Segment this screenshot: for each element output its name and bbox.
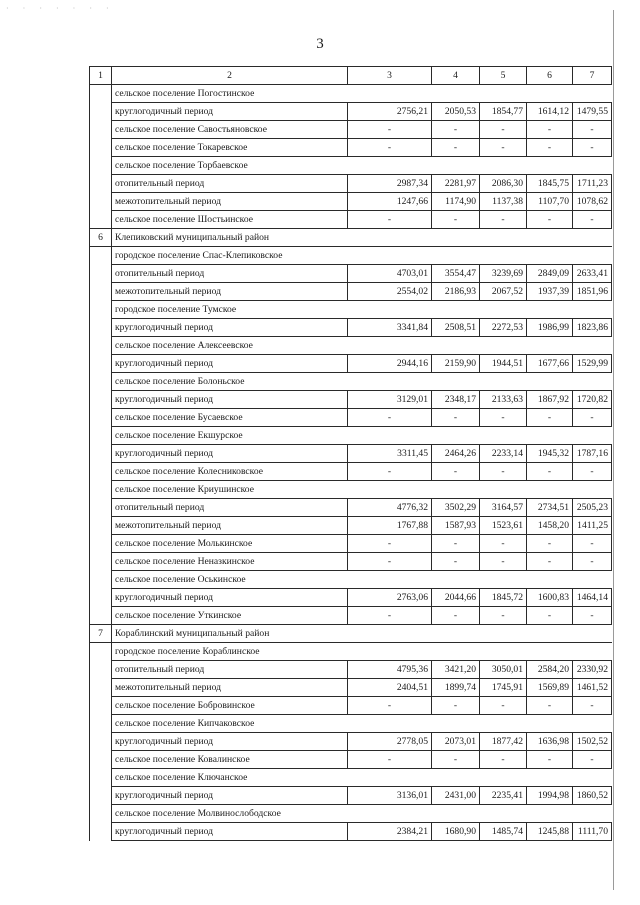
column-header: 1 xyxy=(90,67,112,85)
value-cell: 1745,91 xyxy=(480,679,527,697)
value-cell: - xyxy=(480,751,527,769)
value-cell: 3554,47 xyxy=(432,265,480,283)
value-cell: 2133,63 xyxy=(480,391,527,409)
value-cell: 2404,51 xyxy=(348,679,432,697)
period-label: межотопительный период xyxy=(112,679,348,697)
table-row xyxy=(90,553,612,571)
value-cell: 3164,57 xyxy=(480,499,527,517)
table-row xyxy=(90,463,612,481)
period-label: круглогодичный период xyxy=(112,733,348,751)
value-cell: 1247,66 xyxy=(348,193,432,211)
column-header: 3 xyxy=(348,67,432,85)
value-cell: 2734,51 xyxy=(527,499,573,517)
value-cell: 2944,16 xyxy=(348,355,432,373)
value-cell: 1986,99 xyxy=(527,319,573,337)
settlement-name: сельское поселение Савостьяновское xyxy=(112,121,348,139)
value-cell: - xyxy=(480,607,527,625)
value-cell: 1245,88 xyxy=(527,823,573,841)
value-cell: 1867,92 xyxy=(527,391,573,409)
table-row xyxy=(90,301,612,319)
row-number xyxy=(90,787,112,805)
value-cell: 3136,01 xyxy=(348,787,432,805)
row-number xyxy=(90,823,112,841)
row-number xyxy=(90,409,112,427)
row-number xyxy=(90,463,112,481)
row-number xyxy=(90,139,112,157)
value-cell: - xyxy=(432,697,480,715)
value-cell: - xyxy=(527,463,573,481)
row-number xyxy=(90,499,112,517)
table-row xyxy=(90,445,612,463)
value-cell: 2073,01 xyxy=(432,733,480,751)
value-cell: 1854,77 xyxy=(480,103,527,121)
value-cell: 1636,98 xyxy=(527,733,573,751)
settlement-name: сельское поселение Екшурское xyxy=(112,427,612,445)
row-number xyxy=(90,157,112,175)
value-cell: - xyxy=(480,139,527,157)
value-cell: 2505,23 xyxy=(573,499,612,517)
value-cell: 3239,69 xyxy=(480,265,527,283)
value-cell: 1523,61 xyxy=(480,517,527,535)
table-row xyxy=(90,211,612,229)
value-cell: 1937,39 xyxy=(527,283,573,301)
value-cell: 2330,92 xyxy=(573,661,612,679)
value-cell: - xyxy=(527,211,573,229)
row-number xyxy=(90,535,112,553)
table-row xyxy=(90,157,612,175)
row-number xyxy=(90,175,112,193)
value-cell: - xyxy=(573,607,612,625)
value-cell: 1464,14 xyxy=(573,589,612,607)
period-label: круглогодичный период xyxy=(112,823,348,841)
settlement-name: сельское поселение Ковалинское xyxy=(112,751,348,769)
row-number xyxy=(90,805,112,823)
table-row xyxy=(90,535,612,553)
value-cell: - xyxy=(480,121,527,139)
value-cell: 2464,26 xyxy=(432,445,480,463)
row-number xyxy=(90,427,112,445)
value-cell: - xyxy=(527,553,573,571)
value-cell: - xyxy=(527,535,573,553)
table-row xyxy=(90,373,612,391)
value-cell: 1111,70 xyxy=(573,823,612,841)
row-number xyxy=(90,553,112,571)
value-cell: 3311,45 xyxy=(348,445,432,463)
value-cell: - xyxy=(432,553,480,571)
table-row xyxy=(90,787,612,805)
row-number xyxy=(90,337,112,355)
period-label: отопительный период xyxy=(112,499,348,517)
settlement-name: сельское поселение Неназкинское xyxy=(112,553,348,571)
value-cell: - xyxy=(527,607,573,625)
value-cell: 2756,21 xyxy=(348,103,432,121)
period-label: отопительный период xyxy=(112,175,348,193)
table-row xyxy=(90,337,612,355)
period-label: круглогодичный период xyxy=(112,391,348,409)
table-row xyxy=(90,589,612,607)
value-cell: 1994,98 xyxy=(527,787,573,805)
value-cell: - xyxy=(480,697,527,715)
value-cell: 3421,20 xyxy=(432,661,480,679)
row-number xyxy=(90,265,112,283)
value-cell: - xyxy=(432,139,480,157)
row-number xyxy=(90,211,112,229)
value-cell: 1944,51 xyxy=(480,355,527,373)
table-row xyxy=(90,499,612,517)
value-cell: 3502,29 xyxy=(432,499,480,517)
table-row xyxy=(90,607,612,625)
settlement-name: сельское поселение Токаревское xyxy=(112,139,348,157)
value-cell: 2384,21 xyxy=(348,823,432,841)
value-cell: 1711,23 xyxy=(573,175,612,193)
table-row xyxy=(90,103,612,121)
settlement-name: сельское поселение Молвинослободское xyxy=(112,805,612,823)
value-cell: 2086,30 xyxy=(480,175,527,193)
value-cell: 1767,88 xyxy=(348,517,432,535)
settlement-name: сельское поселение Бусаевское xyxy=(112,409,348,427)
settlement-name: сельское поселение Шостьинское xyxy=(112,211,348,229)
row-number xyxy=(90,319,112,337)
row-number xyxy=(90,661,112,679)
row-number xyxy=(90,391,112,409)
row-number xyxy=(90,715,112,733)
row-number xyxy=(90,283,112,301)
table-row xyxy=(90,391,612,409)
row-number: 6 xyxy=(90,229,112,247)
value-cell: - xyxy=(480,409,527,427)
table-row xyxy=(90,517,612,535)
period-label: межотопительный период xyxy=(112,283,348,301)
value-cell: 1107,70 xyxy=(527,193,573,211)
settlement-name: сельское поселение Болоньское xyxy=(112,373,612,391)
value-cell: 3341,84 xyxy=(348,319,432,337)
value-cell: 4776,32 xyxy=(348,499,432,517)
value-cell: - xyxy=(527,121,573,139)
row-number xyxy=(90,121,112,139)
value-cell: - xyxy=(432,121,480,139)
value-cell: 1137,38 xyxy=(480,193,527,211)
value-cell: 2348,17 xyxy=(432,391,480,409)
row-number xyxy=(90,85,112,103)
row-number xyxy=(90,247,112,265)
value-cell: 1600,83 xyxy=(527,589,573,607)
value-cell: 3129,01 xyxy=(348,391,432,409)
value-cell: 1411,25 xyxy=(573,517,612,535)
value-cell: 1677,66 xyxy=(527,355,573,373)
settlement-name: сельское поселение Ключанское xyxy=(112,769,612,787)
value-cell: 1458,20 xyxy=(527,517,573,535)
table-row xyxy=(90,319,612,337)
row-number xyxy=(90,697,112,715)
value-cell: 1529,99 xyxy=(573,355,612,373)
value-cell: 1174,90 xyxy=(432,193,480,211)
settlement-name: сельское поселение Криушинское xyxy=(112,481,612,499)
value-cell: 1845,75 xyxy=(527,175,573,193)
value-cell: 2235,41 xyxy=(480,787,527,805)
row-number xyxy=(90,481,112,499)
row-number xyxy=(90,301,112,319)
table-row xyxy=(90,571,612,589)
value-cell: 1614,12 xyxy=(527,103,573,121)
page-number: 3 xyxy=(316,36,324,52)
row-number xyxy=(90,373,112,391)
value-cell: - xyxy=(527,409,573,427)
period-label: круглогодичный период xyxy=(112,445,348,463)
table-row xyxy=(90,661,612,679)
value-cell: - xyxy=(480,535,527,553)
value-cell: - xyxy=(348,409,432,427)
value-cell: 2233,14 xyxy=(480,445,527,463)
settlement-name: сельское поселение Торбаевское xyxy=(112,157,612,175)
value-cell: 2508,51 xyxy=(432,319,480,337)
settlement-name: сельское поселение Кипчаковское xyxy=(112,715,612,733)
period-label: круглогодичный период xyxy=(112,355,348,373)
value-cell: 1569,89 xyxy=(527,679,573,697)
period-label: отопительный период xyxy=(112,265,348,283)
settlement-name: сельское поселение Колесниковское xyxy=(112,463,348,481)
settlement-name: Кораблинский муниципальный район xyxy=(112,625,612,643)
table-row xyxy=(90,733,612,751)
period-label: круглогодичный период xyxy=(112,787,348,805)
value-cell: - xyxy=(348,211,432,229)
scan-edge-line xyxy=(613,10,614,890)
table-row xyxy=(90,481,612,499)
value-cell: 1479,55 xyxy=(573,103,612,121)
row-number xyxy=(90,445,112,463)
settlement-name: городское поселение Кораблинское xyxy=(112,643,612,661)
row-number xyxy=(90,517,112,535)
table-row xyxy=(90,265,612,283)
table-row xyxy=(90,427,612,445)
value-cell: - xyxy=(573,553,612,571)
table-row xyxy=(90,193,612,211)
period-label: отопительный период xyxy=(112,661,348,679)
value-cell: 1720,82 xyxy=(573,391,612,409)
table-row xyxy=(90,409,612,427)
value-cell: - xyxy=(432,409,480,427)
table-row xyxy=(90,715,612,733)
table-row xyxy=(90,283,612,301)
column-header: 4 xyxy=(432,67,480,85)
value-cell: - xyxy=(573,751,612,769)
period-label: межотопительный период xyxy=(112,517,348,535)
settlement-name: городское поселение Тумское xyxy=(112,301,612,319)
value-cell: - xyxy=(573,697,612,715)
value-cell: - xyxy=(348,697,432,715)
value-cell: 4703,01 xyxy=(348,265,432,283)
table-row xyxy=(90,175,612,193)
value-cell: 2159,90 xyxy=(432,355,480,373)
value-cell: 2763,06 xyxy=(348,589,432,607)
row-number xyxy=(90,103,112,121)
row-number xyxy=(90,589,112,607)
table-row xyxy=(90,643,612,661)
value-cell: 2186,93 xyxy=(432,283,480,301)
table-row xyxy=(90,355,612,373)
value-cell: - xyxy=(432,607,480,625)
value-cell: 1877,42 xyxy=(480,733,527,751)
row-number: 7 xyxy=(90,625,112,643)
value-cell: 2272,53 xyxy=(480,319,527,337)
settlement-name: сельское поселение Погостинское xyxy=(112,85,612,103)
value-cell: 2987,34 xyxy=(348,175,432,193)
value-cell: 1502,52 xyxy=(573,733,612,751)
value-cell: - xyxy=(348,607,432,625)
period-label: круглогодичный период xyxy=(112,589,348,607)
value-cell: - xyxy=(573,139,612,157)
value-cell: 2584,20 xyxy=(527,661,573,679)
table-body xyxy=(90,85,612,841)
value-cell: 2067,52 xyxy=(480,283,527,301)
value-cell: 1860,52 xyxy=(573,787,612,805)
value-cell: - xyxy=(573,121,612,139)
period-label: межотопительный период xyxy=(112,193,348,211)
table-row xyxy=(90,625,612,643)
value-cell: - xyxy=(573,535,612,553)
value-cell: - xyxy=(573,409,612,427)
row-number xyxy=(90,679,112,697)
value-cell: - xyxy=(573,463,612,481)
row-number xyxy=(90,355,112,373)
value-cell: - xyxy=(480,553,527,571)
value-cell: - xyxy=(432,535,480,553)
value-cell: 1485,74 xyxy=(480,823,527,841)
column-header: 2 xyxy=(112,67,348,85)
value-cell: - xyxy=(348,121,432,139)
value-cell: 2633,41 xyxy=(573,265,612,283)
value-cell: - xyxy=(527,697,573,715)
value-cell: - xyxy=(348,751,432,769)
value-cell: 2431,00 xyxy=(432,787,480,805)
row-number xyxy=(90,643,112,661)
table-row xyxy=(90,823,612,841)
value-cell: 2778,05 xyxy=(348,733,432,751)
row-number xyxy=(90,571,112,589)
value-cell: - xyxy=(527,751,573,769)
table-row xyxy=(90,121,612,139)
table-row xyxy=(90,139,612,157)
value-cell: - xyxy=(432,211,480,229)
value-cell: - xyxy=(348,463,432,481)
value-cell: - xyxy=(573,211,612,229)
value-cell: - xyxy=(527,139,573,157)
table-row xyxy=(90,769,612,787)
table-row xyxy=(90,679,612,697)
value-cell: 1680,90 xyxy=(432,823,480,841)
value-cell: 2281,97 xyxy=(432,175,480,193)
value-cell: 1945,32 xyxy=(527,445,573,463)
settlement-name: сельское поселение Алексеевское xyxy=(112,337,612,355)
value-cell: 1078,62 xyxy=(573,193,612,211)
row-number xyxy=(90,733,112,751)
value-cell: 1461,52 xyxy=(573,679,612,697)
table-row xyxy=(90,85,612,103)
value-cell: 4795,36 xyxy=(348,661,432,679)
table-row xyxy=(90,805,612,823)
column-header-row xyxy=(90,67,612,85)
period-label: круглогодичный период xyxy=(112,103,348,121)
value-cell: - xyxy=(432,751,480,769)
value-cell: 1823,86 xyxy=(573,319,612,337)
settlement-name: сельское поселение Молькинское xyxy=(112,535,348,553)
value-cell: 2050,53 xyxy=(432,103,480,121)
value-cell: 1899,74 xyxy=(432,679,480,697)
value-cell: 1787,16 xyxy=(573,445,612,463)
settlement-name: сельское поселение Бобровинское xyxy=(112,697,348,715)
value-cell: - xyxy=(432,463,480,481)
value-cell: - xyxy=(348,553,432,571)
value-cell: 1851,96 xyxy=(573,283,612,301)
table-row xyxy=(90,751,612,769)
settlement-name: городское поселение Спас-Клепиковское xyxy=(112,247,612,265)
value-cell: 2554,02 xyxy=(348,283,432,301)
value-cell: 3050,01 xyxy=(480,661,527,679)
period-label: круглогодичный период xyxy=(112,319,348,337)
value-cell: 1587,93 xyxy=(432,517,480,535)
value-cell: 2849,09 xyxy=(527,265,573,283)
row-number xyxy=(90,751,112,769)
value-cell: 2044,66 xyxy=(432,589,480,607)
row-number xyxy=(90,769,112,787)
value-cell: - xyxy=(480,211,527,229)
row-number xyxy=(90,607,112,625)
value-cell: - xyxy=(348,535,432,553)
settlement-name: сельское поселение Уткинское xyxy=(112,607,348,625)
value-cell: - xyxy=(480,463,527,481)
column-header: 6 xyxy=(527,67,573,85)
tariff-table xyxy=(89,66,612,841)
value-cell: - xyxy=(348,139,432,157)
scan-noise: · · · · · · · xyxy=(6,4,115,12)
settlement-name: сельское поселение Оськинское xyxy=(112,571,612,589)
table-row xyxy=(90,247,612,265)
column-header: 5 xyxy=(480,67,527,85)
row-number xyxy=(90,193,112,211)
settlement-name: Клепиковский муниципальный район xyxy=(112,229,612,247)
column-header: 7 xyxy=(573,67,612,85)
table-row xyxy=(90,697,612,715)
value-cell: 1845,72 xyxy=(480,589,527,607)
table-row xyxy=(90,229,612,247)
